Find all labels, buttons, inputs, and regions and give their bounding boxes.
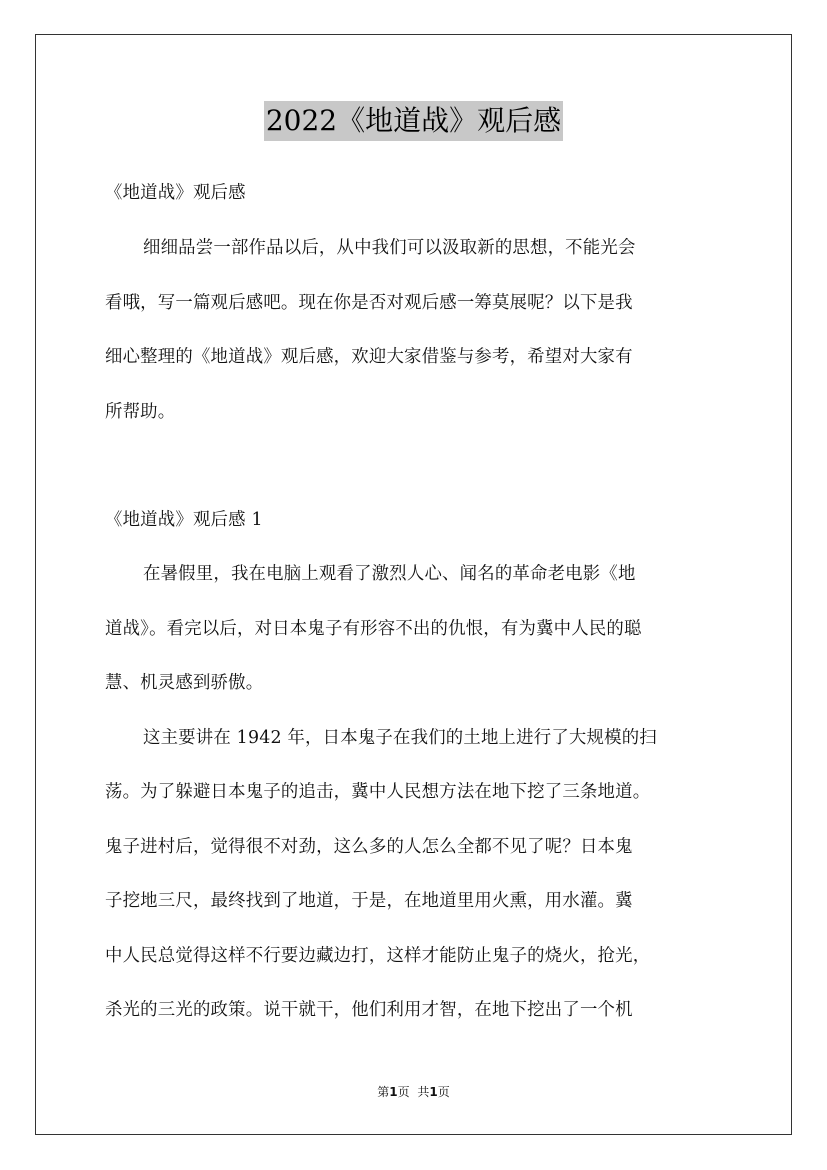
para2-line-5: 中人民总觉得这样不行要边藏边打，这样才能防止鬼子的烧火，抢光， — [105, 946, 651, 966]
section-heading: 《地道战》观后感 — [105, 183, 246, 203]
para1-line-3: 慧、机灵感到骄傲。 — [105, 673, 264, 693]
section-heading-2: 《地道战》观后感 1 — [105, 510, 263, 530]
footer-page-prefix: 第 — [377, 1085, 390, 1099]
para1-line-1: 在暑假里，我在电脑上观看了激烈人心、闻名的革命老电影《地 — [143, 564, 636, 584]
para2-line-6: 杀光的三光的政策。说干就干，他们利用才智，在地下挖出了一个机 — [105, 1000, 633, 1020]
title-container — [0, 101, 827, 141]
footer-total-number: 1 — [429, 1085, 438, 1099]
para2-line-3: 鬼子进村后，觉得很不对劲，这么多的人怎么全都不见了呢？日本鬼 — [105, 837, 633, 857]
page-footer — [0, 1084, 827, 1100]
document-title: 2022《地道战》观后感 — [264, 101, 563, 141]
intro-line-2: 看哦，写一篇观后感吧。现在你是否对观后感一筹莫展呢？以下是我 — [105, 293, 633, 313]
para2-line-1: 这主要讲在 1942 年，日本鬼子在我们的土地上进行了大规模的扫 — [143, 728, 657, 748]
footer-page-suffix: 页 — [397, 1085, 410, 1099]
intro-line-1: 细细品尝一部作品以后，从中我们可以汲取新的思想，不能光会 — [143, 238, 636, 258]
footer-total-suffix: 页 — [437, 1085, 450, 1099]
footer-total-prefix: 共 — [417, 1085, 430, 1099]
para2-line-4: 子挖地三尺，最终找到了地道，于是，在地道里用火熏，用水灌。冀 — [105, 891, 633, 911]
intro-line-3: 细心整理的《地道战》观后感，欢迎大家借鉴与参考，希望对大家有 — [105, 347, 633, 367]
footer-page-number: 1 — [389, 1085, 398, 1099]
intro-line-4: 所帮助。 — [105, 402, 176, 422]
para2-line-2: 荡。为了躲避日本鬼子的追击，冀中人民想方法在地下挖了三条地道。 — [105, 782, 651, 802]
para1-line-2: 道战》。看完以后，对日本鬼子有形容不出的仇恨，有为冀中人民的聪 — [105, 619, 642, 639]
